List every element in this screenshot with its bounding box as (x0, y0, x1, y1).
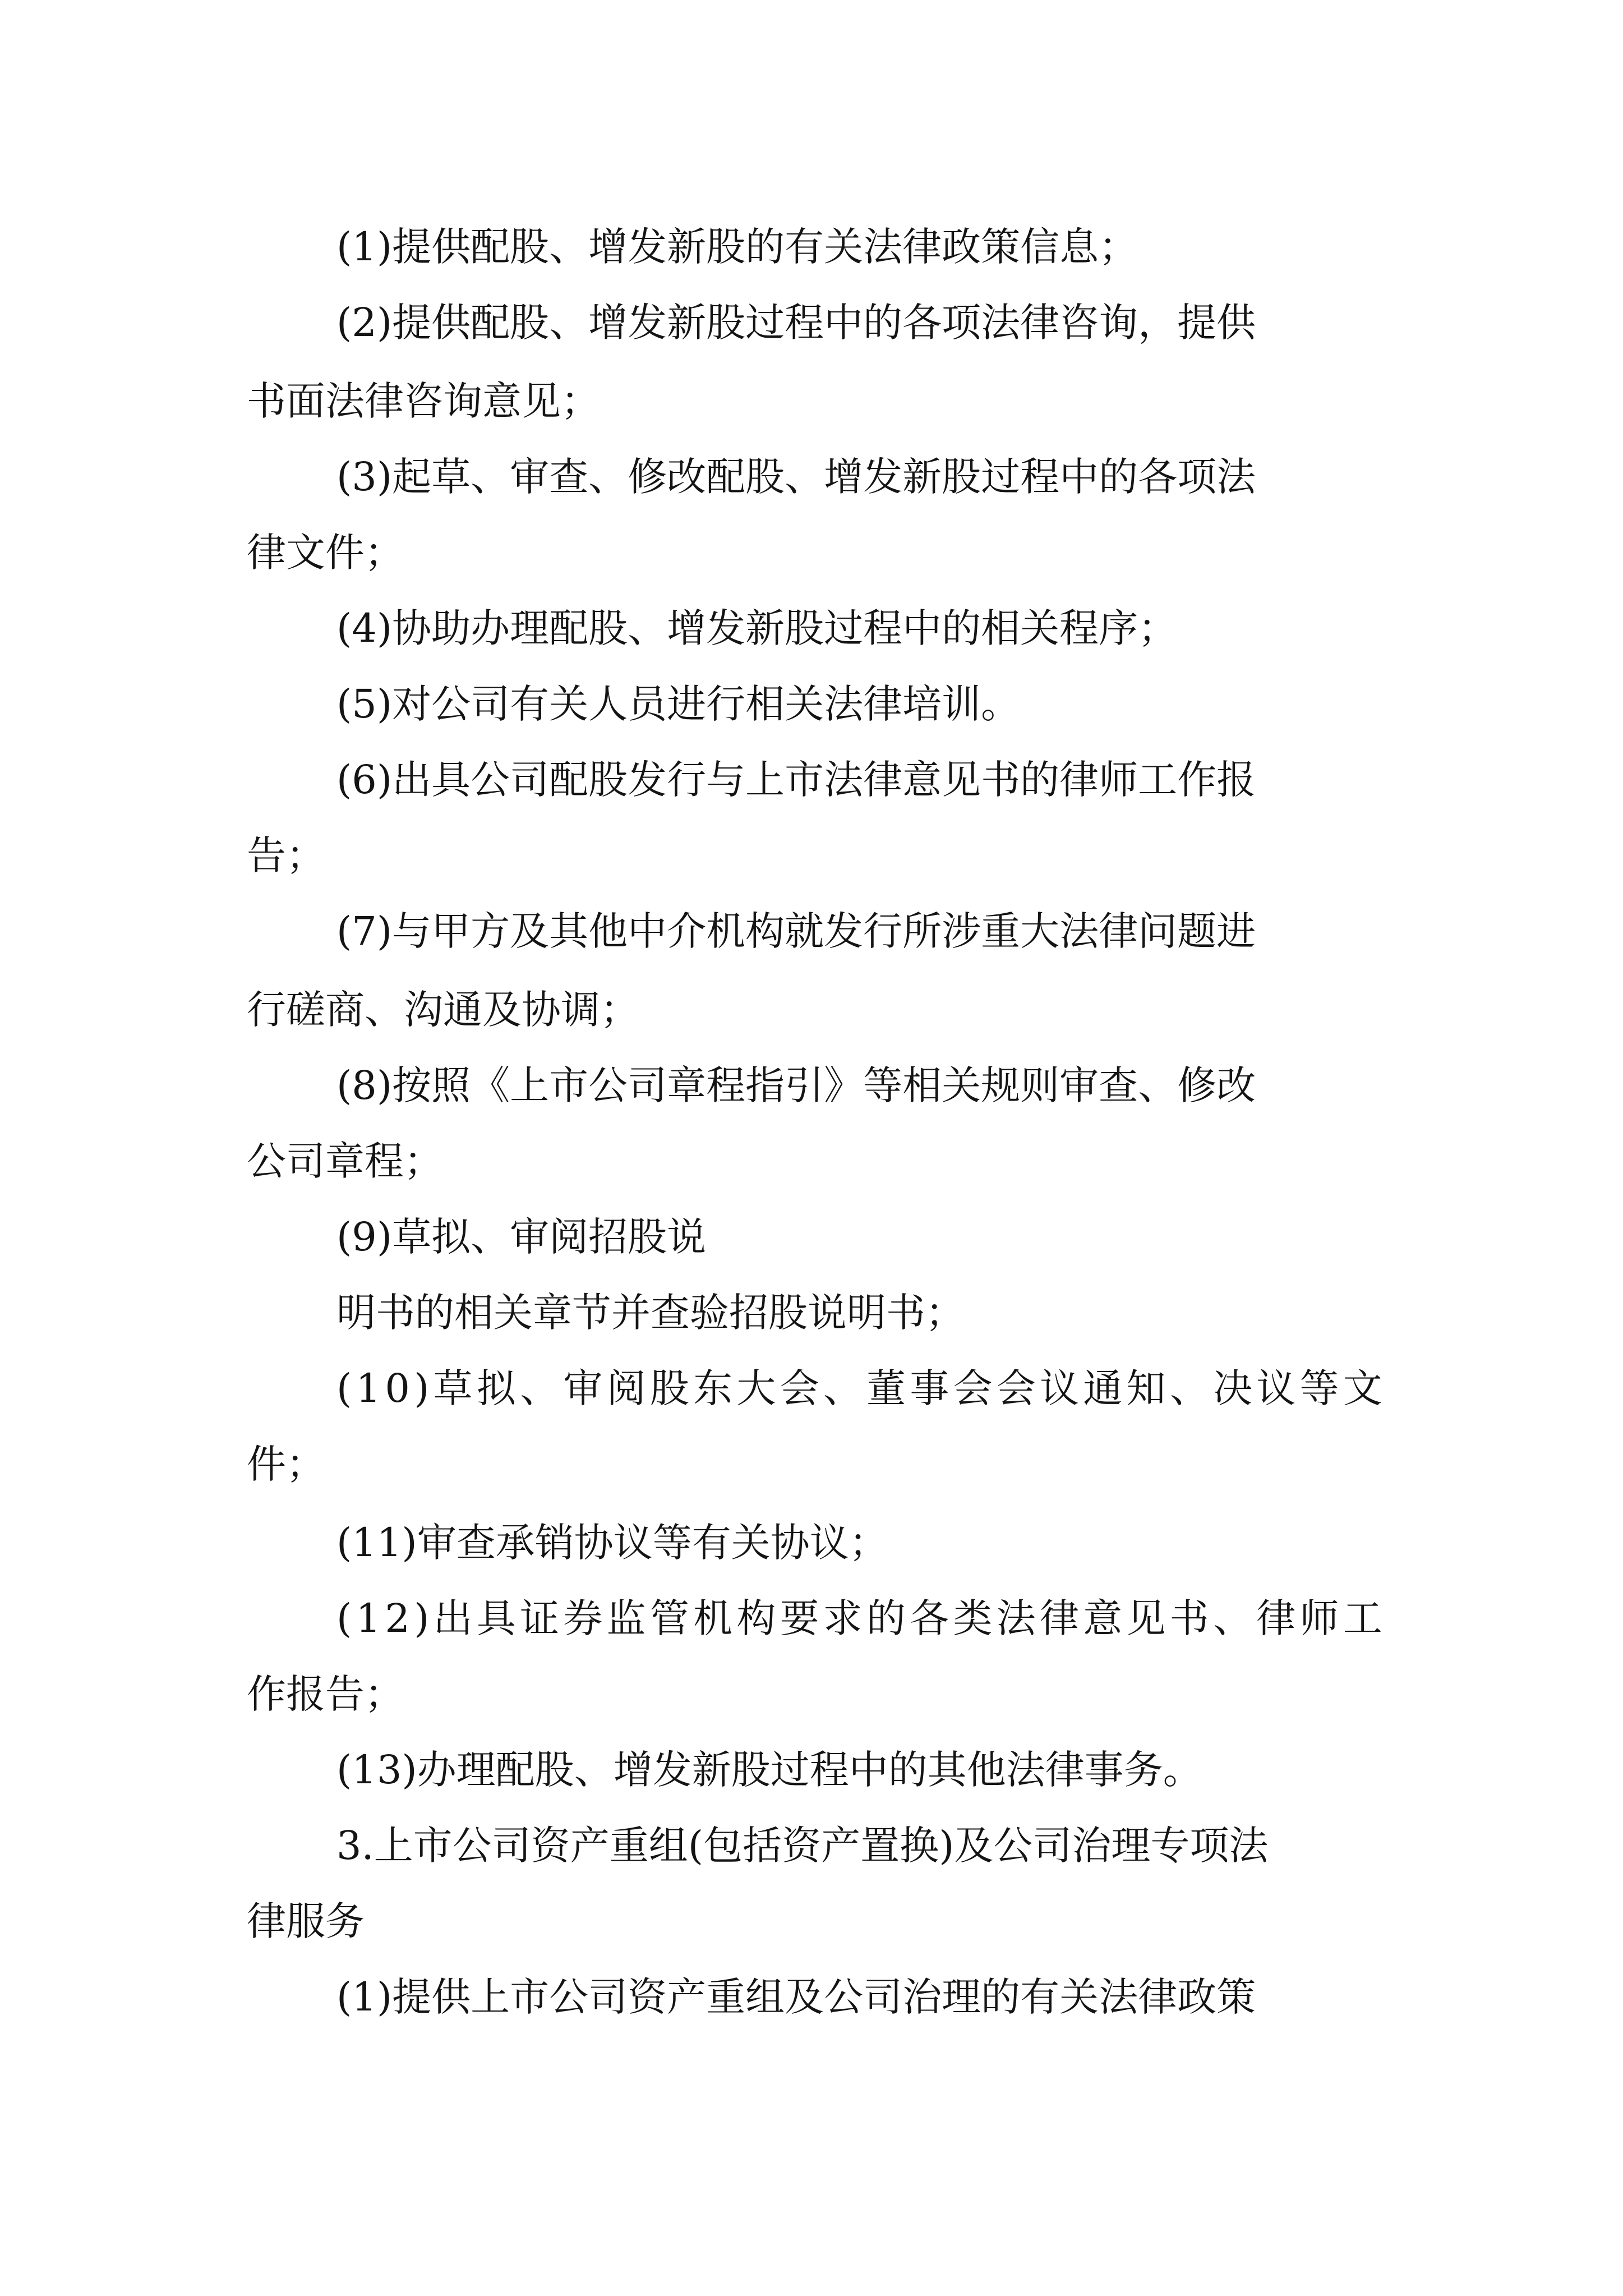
document-line: 书面法律咨询意见； (247, 378, 600, 424)
document-line: (6)出具公司配股发行与上市法律意见书的律师工作报 (336, 757, 1256, 803)
document-line: (1)提供配股、增发新股的有关法律政策信息； (336, 224, 1138, 270)
document-line: (11)审查承销协议等有关协议； (336, 1520, 888, 1566)
document-line: (13)办理配股、增发新股过程中的其他法律事务。 (336, 1747, 1202, 1793)
document-line: 行磋商、沟通及协调； (247, 987, 639, 1033)
document-line: (12)出具证券监管机构要求的各类法律意见书、律师工 (336, 1595, 1386, 1641)
document-line: (5)对公司有关人员进行相关法律培训。 (336, 681, 1021, 727)
document-line: (2)提供配股、增发新股过程中的各项法律咨询，提供 (336, 300, 1256, 346)
document-line: 3.上市公司资产重组(包括资产置换)及公司治理专项法 (336, 1823, 1269, 1869)
document-line: 告； (247, 832, 325, 878)
document-line: (3)起草、审查、修改配股、增发新股过程中的各项法 (336, 454, 1256, 500)
document-line: 作报告； (247, 1671, 404, 1717)
document-line: 公司章程； (247, 1138, 443, 1184)
document-line: 律文件； (247, 530, 404, 576)
document-line: (8)按照《上市公司章程指引》等相关规则审查、修改 (336, 1062, 1256, 1108)
document-line: (9)草拟、审阅招股说 (336, 1214, 707, 1260)
document-line: 明书的相关章节并查验招股说明书； (336, 1290, 965, 1336)
document-line: (10)草拟、审阅股东大会、董事会会议通知、决议等文 (336, 1365, 1386, 1411)
document-line: (1)提供上市公司资产重组及公司治理的有关法律政策 (336, 1974, 1256, 2020)
document-line: 律服务 (247, 1898, 365, 1944)
document-line: 件； (247, 1441, 325, 1487)
document-line: (7)与甲方及其他中介机构就发行所涉重大法律问题进 (336, 908, 1256, 954)
document-line: (4)协助办理配股、增发新股过程中的相关程序； (336, 605, 1178, 651)
